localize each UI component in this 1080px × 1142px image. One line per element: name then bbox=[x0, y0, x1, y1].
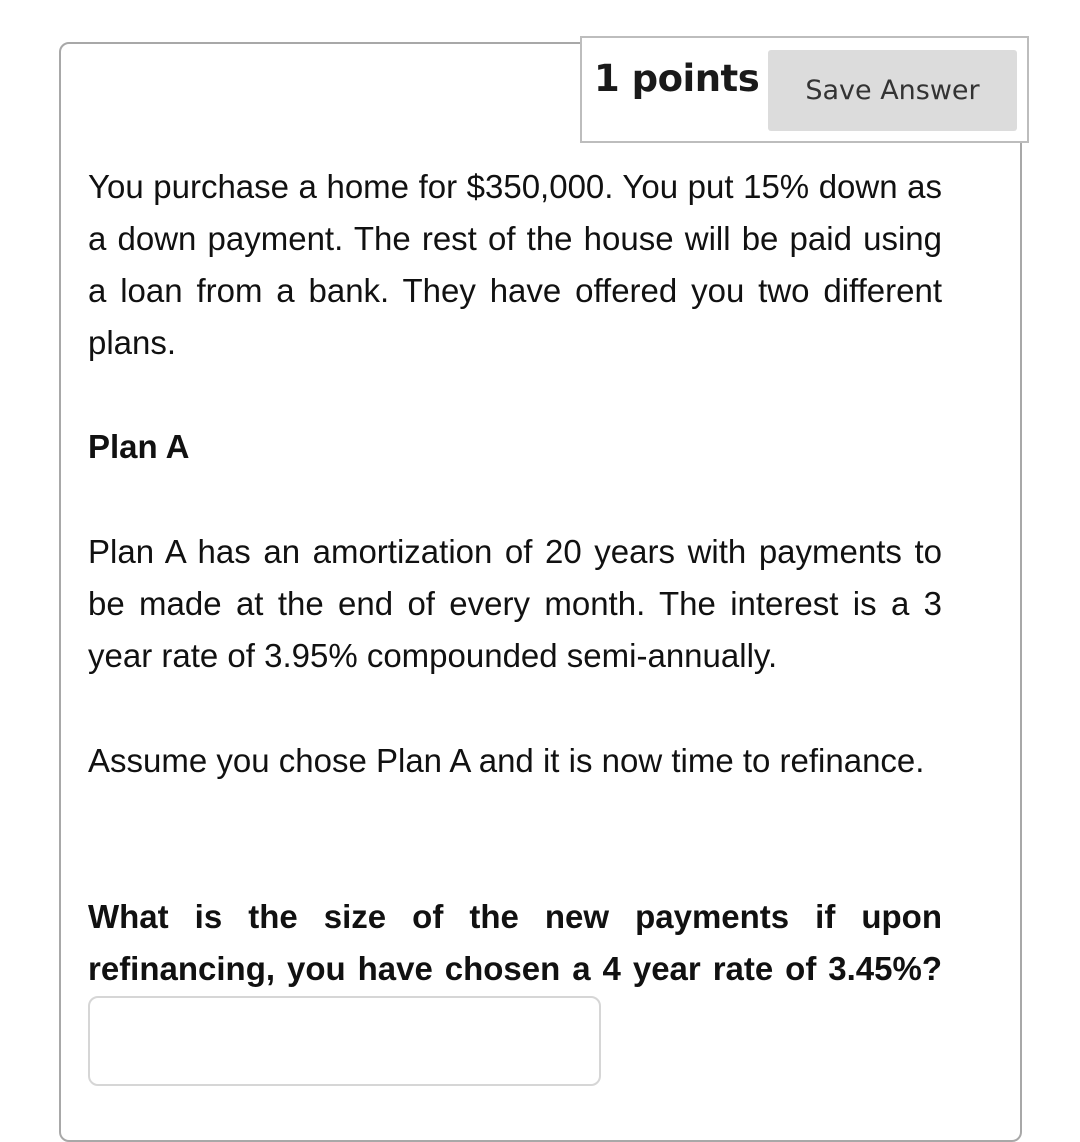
plan-heading: Plan A bbox=[88, 428, 190, 465]
answer-input[interactable] bbox=[88, 996, 601, 1086]
question-intro: You purchase a home for $350,000. You put 15% down as a down payment. The rest of the house will be paid using a loan from a bank. They have offered you two different plans. bbox=[88, 168, 942, 361]
plan-description: Plan A has an amortization of 20 years with payments to be made at the end of every month. The interest is a 3 year rate of 3.95% compounded semi-annually. bbox=[88, 533, 942, 674]
save-answer-button[interactable]: Save Answer bbox=[768, 50, 1017, 131]
points-label: 1 points bbox=[594, 57, 760, 100]
assumption-text: Assume you chose Plan A and it is now time to refinance. bbox=[88, 742, 925, 779]
question-prompt: What is the size of the new payments if upon refinancing, you have chosen a 4 year rate of 3.45%? bbox=[88, 898, 942, 987]
points-header bbox=[580, 36, 1029, 143]
